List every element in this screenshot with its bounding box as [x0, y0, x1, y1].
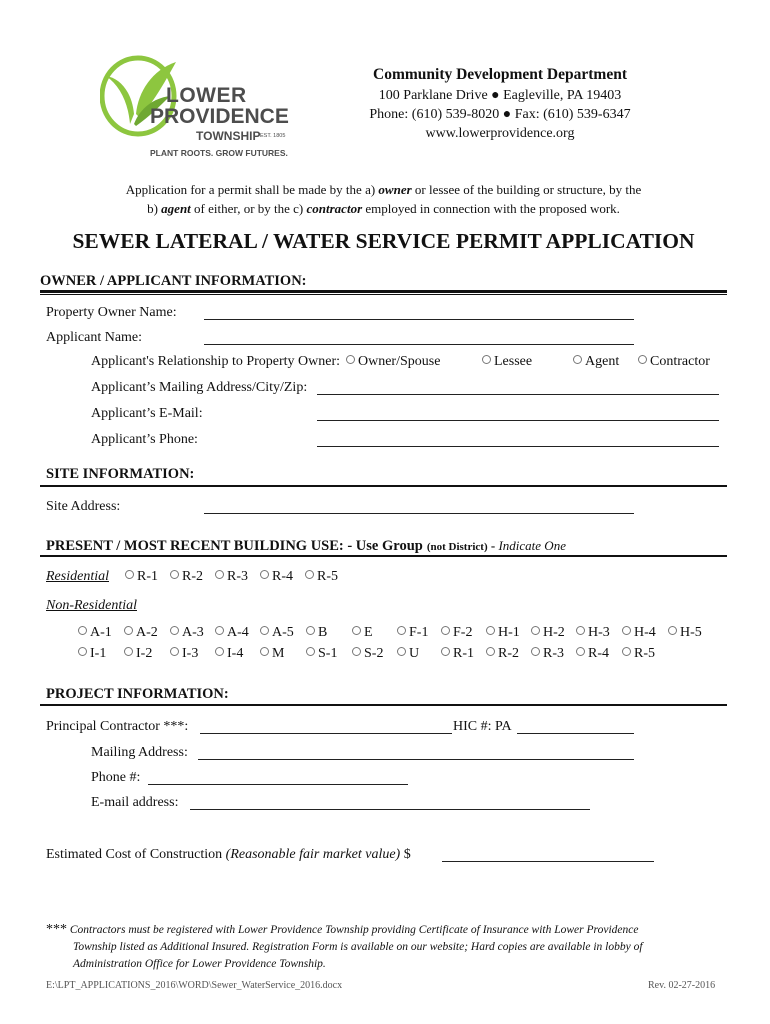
- radio-icon: [576, 647, 585, 656]
- use-group-option[interactable]: [531, 625, 565, 641]
- contractor-footnote: *** Contractors must be registered with Lower Providence Township providing Certificate of Insurance with Lower Providence Township listed as Additional Insured. Registration Form is available on our website; Hard copies are available in lobby of Administration Office for Lower Providence Township.: [46, 922, 643, 970]
- use-group-label: R-4: [272, 569, 293, 584]
- use-group-label: R-3: [543, 646, 564, 661]
- radio-icon: [170, 570, 179, 579]
- use-group-option[interactable]: [397, 625, 428, 641]
- use-group-label: M: [272, 646, 285, 661]
- use-group-label: A-1: [90, 625, 112, 640]
- radio-icon: [622, 647, 631, 656]
- applicant-phone-label: Applicant’s Phone:: [91, 432, 198, 447]
- use-group-label: S-2: [364, 646, 384, 661]
- applicant-email-label: Applicant’s E-Mail:: [91, 406, 203, 421]
- use-group-label: A-4: [227, 625, 249, 640]
- use-group-option[interactable]: [486, 646, 519, 662]
- radio-icon: [482, 355, 491, 364]
- contractor-email-field[interactable]: [190, 795, 590, 810]
- logo-line3: TOWNSHIP: [196, 129, 261, 143]
- use-group-option[interactable]: [576, 625, 610, 641]
- department-website: www.lowerprovidence.org: [425, 126, 575, 141]
- use-group-option[interactable]: [78, 625, 112, 641]
- building-use-heading: PRESENT / MOST RECENT BUILDING USE: - Use Group (not District) - Indicate One: [46, 538, 566, 554]
- use-group-option[interactable]: [260, 646, 284, 662]
- radio-icon: [170, 626, 179, 635]
- use-group-option[interactable]: [170, 625, 204, 641]
- radio-icon: [576, 626, 585, 635]
- relationship-owner-spouse[interactable]: Owner/Spouse: [346, 354, 440, 370]
- radio-icon: [668, 626, 677, 635]
- use-group-option[interactable]: [352, 625, 373, 641]
- use-group-option[interactable]: [306, 625, 327, 641]
- radio-icon: [486, 626, 495, 635]
- hic-field[interactable]: [517, 719, 634, 734]
- property-owner-label: Property Owner Name:: [46, 305, 177, 320]
- use-group-option[interactable]: [215, 625, 249, 641]
- radio-icon: [305, 570, 314, 579]
- document-path: E:\LPT_APPLICATIONS_2016\WORD\Sewer_WaterService_2016.docx: [46, 980, 343, 991]
- use-group-option[interactable]: [124, 646, 152, 662]
- use-group-label: I-1: [90, 646, 107, 661]
- use-group-option[interactable]: [622, 646, 655, 662]
- radio-icon: [215, 626, 224, 635]
- use-group-label: E: [364, 625, 373, 640]
- page-title: SEWER LATERAL / WATER SERVICE PERMIT APPLICATION: [72, 229, 695, 253]
- relationship-label: Applicant's Relationship to Property Owner:: [91, 354, 341, 369]
- use-group-label: I-4: [227, 646, 244, 661]
- use-group-label: R-3: [227, 569, 248, 584]
- radio-icon: [170, 647, 179, 656]
- property-owner-field[interactable]: [204, 305, 634, 320]
- project-section-rule: [40, 704, 727, 706]
- building-use-rule: [40, 555, 727, 557]
- relationship-agent[interactable]: Agent: [573, 354, 619, 370]
- township-logo: [100, 52, 300, 160]
- department-name: Community Development Department: [373, 66, 627, 83]
- use-group-option[interactable]: [305, 569, 338, 585]
- radio-icon: [441, 626, 450, 635]
- use-group-option[interactable]: [352, 646, 383, 662]
- radio-icon: [352, 626, 361, 635]
- use-group-option[interactable]: [260, 569, 293, 585]
- radio-icon: [531, 626, 540, 635]
- relationship-lessee[interactable]: Lessee: [482, 354, 532, 370]
- use-group-option[interactable]: [260, 625, 294, 641]
- header-block: [340, 64, 660, 143]
- radio-icon: [397, 626, 406, 635]
- site-address-label: Site Address:: [46, 499, 121, 514]
- use-group-label: R-2: [182, 569, 203, 584]
- use-group-label: H-1: [498, 625, 520, 640]
- radio-icon: [78, 647, 87, 656]
- use-group-label: R-1: [453, 646, 474, 661]
- use-group-option[interactable]: [668, 625, 702, 641]
- use-group-label: H-2: [543, 625, 565, 640]
- revision-date: Rev. 02-27-2016: [648, 980, 716, 991]
- radio-icon: [346, 355, 355, 364]
- use-group-option[interactable]: [215, 569, 248, 585]
- use-group-label: F-1: [409, 625, 429, 640]
- use-group-label: H-5: [680, 625, 702, 640]
- radio-icon: [260, 647, 269, 656]
- use-group-option[interactable]: [486, 625, 520, 641]
- estimated-cost-field[interactable]: [442, 847, 654, 862]
- use-group-label: I-3: [182, 646, 199, 661]
- use-group-label: A-2: [136, 625, 158, 640]
- radio-icon: [531, 647, 540, 656]
- radio-icon: [260, 626, 269, 635]
- site-address-field[interactable]: [204, 499, 634, 514]
- mailing-address-field[interactable]: [317, 380, 719, 395]
- use-group-option[interactable]: [124, 625, 158, 641]
- logo-line2: PROVIDENCE: [150, 105, 289, 128]
- logo-line1: LOWER: [166, 84, 247, 107]
- radio-icon: [124, 626, 133, 635]
- contractor-mailing-field[interactable]: [198, 745, 634, 760]
- applicant-phone-field[interactable]: [317, 432, 719, 447]
- use-group-label: R-5: [634, 646, 655, 661]
- use-group-label: S-1: [318, 646, 338, 661]
- use-group-option[interactable]: [125, 569, 158, 585]
- use-group-option[interactable]: [397, 646, 419, 662]
- relationship-contractor[interactable]: Contractor: [638, 354, 710, 370]
- use-group-label: H-4: [634, 625, 656, 640]
- mailing-address-label: Applicant’s Mailing Address/City/Zip:: [91, 380, 308, 395]
- department-address: 100 Parklane Drive ● Eagleville, PA 19403: [378, 88, 622, 103]
- use-group-option[interactable]: [215, 646, 243, 662]
- logo-est: EST. 1805: [260, 133, 286, 139]
- applicant-name-label: Applicant Name:: [46, 330, 143, 345]
- estimated-cost-label: Estimated Cost of Construction (Reasonable fair market value) $: [46, 847, 411, 862]
- logo-tagline: PLANT ROOTS. GROW FUTURES.: [150, 148, 288, 158]
- department-phone: Phone: (610) 539-8020 ● Fax: (610) 539-6347: [369, 107, 631, 122]
- owner-section-rule: [40, 290, 727, 295]
- use-group-label: H-3: [588, 625, 610, 640]
- use-group-option[interactable]: [622, 625, 656, 641]
- use-group-label: I-2: [136, 646, 153, 661]
- radio-icon: [306, 647, 315, 656]
- use-group-label: B: [318, 625, 328, 640]
- use-group-label: R-4: [588, 646, 609, 661]
- use-group-label: R-5: [317, 569, 338, 584]
- use-group-option[interactable]: [441, 625, 472, 641]
- contractor-mailing-label: Mailing Address:: [91, 745, 188, 760]
- radio-icon: [441, 647, 450, 656]
- use-group-label: F-2: [453, 625, 473, 640]
- use-group-option[interactable]: [531, 646, 564, 662]
- radio-icon: [215, 647, 224, 656]
- use-group-option[interactable]: [170, 646, 198, 662]
- applicant-email-field[interactable]: [317, 406, 719, 421]
- radio-icon: [260, 570, 269, 579]
- intro-text: Application for a permit shall be made by the a) owner or lessee of the building or structure, by the b) agent of either, or by the c) contractor employed in connection with the proposed work.: [125, 182, 642, 216]
- residential-label: Residential: [46, 569, 109, 584]
- hic-label: HIC #: PA: [453, 719, 512, 734]
- radio-icon: [486, 647, 495, 656]
- principal-contractor-field[interactable]: [200, 719, 452, 734]
- use-group-label: R-1: [137, 569, 158, 584]
- owner-section-heading: OWNER / APPLICANT INFORMATION:: [40, 273, 307, 289]
- use-group-option[interactable]: [306, 646, 337, 662]
- site-section-rule: [40, 485, 727, 487]
- radio-icon: [78, 626, 87, 635]
- use-group-option[interactable]: [441, 646, 474, 662]
- use-group-option[interactable]: [576, 646, 609, 662]
- applicant-name-field[interactable]: [204, 330, 634, 345]
- use-group-option[interactable]: [170, 569, 203, 585]
- radio-icon: [125, 570, 134, 579]
- radio-icon: [124, 647, 133, 656]
- contractor-phone-label: Phone #:: [91, 770, 141, 785]
- project-section-heading: PROJECT INFORMATION:: [46, 686, 229, 702]
- radio-icon: [573, 355, 582, 364]
- radio-icon: [638, 355, 647, 364]
- contractor-phone-field[interactable]: [148, 770, 408, 785]
- use-group-label: A-3: [182, 625, 204, 640]
- use-group-label: A-5: [272, 625, 294, 640]
- use-group-label: R-2: [498, 646, 519, 661]
- contractor-email-label: E-mail address:: [91, 795, 179, 810]
- radio-icon: [622, 626, 631, 635]
- use-group-label: U: [409, 646, 420, 661]
- radio-icon: [397, 647, 406, 656]
- use-group-option[interactable]: [78, 646, 106, 662]
- radio-icon: [352, 647, 361, 656]
- radio-icon: [215, 570, 224, 579]
- non-residential-label: Non-Residential: [46, 598, 137, 613]
- principal-contractor-label: Principal Contractor ***:: [46, 719, 189, 734]
- site-section-heading: SITE INFORMATION:: [46, 466, 195, 482]
- radio-icon: [306, 626, 315, 635]
